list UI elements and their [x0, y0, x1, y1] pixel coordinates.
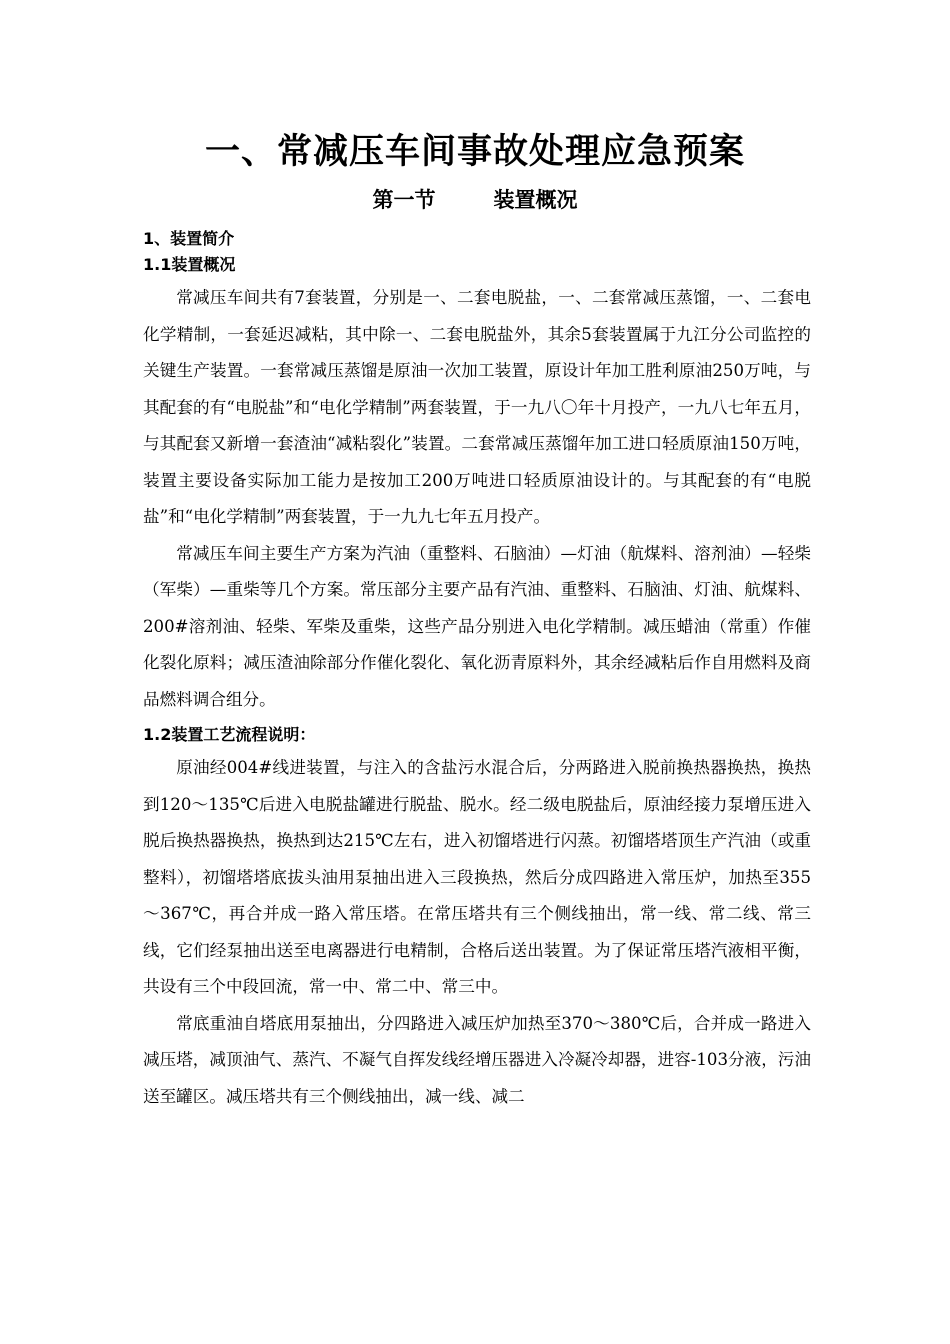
paragraph-process-1: 原油经004#线进装置，与注入的含盐污水混合后，分两路进入脱前换热器换热，换热到120～135℃后进入电脱盐罐进行脱盐、脱水。经二级电脱盐后，原油经接力泵增压进入脱后换热器换热，换热到达215℃左右，进入初馏塔进行闪蒸。初馏塔塔顶生产汽油（或重整料），初馏塔塔底拔头油用泵抽出进入三段换热，然后分成四路进入常压炉，加热至355～367℃，再合并成一路入常压塔。在常压塔共有三个侧线抽出，常一线、常二线、常三线，它们经泵抽出送至电离器进行电精制，合格后送出装置。为了保证常压塔汽液相平衡，共设有三个中段回流，常一中、常二中、常三中。: [143, 758, 811, 996]
heading-1-2: 1.2装置工艺流程说明：: [143, 725, 316, 744]
section-number: 第一节: [372, 188, 436, 212]
paragraph-process-2: 常底重油自塔底用泵抽出，分四路进入减压炉加热至370～380℃后，合并成一路进入减压塔，减顶油气、蒸汽、不凝气自挥发线经增压器进入冷凝冷却器，进容-103分液，污油送至罐区。减压塔共有三个侧线抽出，减一线、减二: [143, 1013, 811, 1106]
document-body: [143, 226, 811, 1115]
paragraph-overview-1: 常减压车间共有7套装置，分别是一、二套电脱盐，一、二套常减压蒸馏，一、二套电化学精制，一套延迟减粘，其中除一、二套电脱盐外，其余5套装置属于九江分公司监控的关键生产装置。一套常减压蒸馏是原油一次加工装置，原设计年加工胜利原油250万吨，与其配套的有“电脱盐”和“电化学精制”两套装置，于一九八〇年十月投产，一九八七年五月，与其配套又新增一套渣油“减粘裂化”装置。二套常减压蒸馏年加工进口轻质原油150万吨，装置主要设备实际加工能力是按加工200万吨进口轻质原油设计的。与其配套的有“电脱盐”和“电化学精制”两套装置，于一九九七年五月投产。: [143, 288, 811, 526]
section-heading: [0, 184, 950, 216]
heading-1: 1、装置简介: [143, 229, 235, 248]
document-title: 一、常减压车间事故处理应急预案: [204, 132, 745, 172]
paragraph-overview-2: 常减压车间主要生产方案为汽油（重整料、石脑油）—灯油（航煤料、溶剂油）—轻柴（军柴）—重柴等几个方案。常压部分主要产品有汽油、重整料、石脑油、灯油、航煤料、200#溶剂油、轻柴、军柴及重柴，这些产品分别进入电化学精制。减压蜡油（常重）作催化裂化原料；减压渣油除部分作催化裂化、氧化沥青原料外，其余经减粘后作自用燃料及商品燃料调合组分。: [143, 543, 811, 709]
section-name: 装置概况: [493, 188, 578, 212]
heading-1-1: 1.1装置概况: [143, 255, 236, 274]
